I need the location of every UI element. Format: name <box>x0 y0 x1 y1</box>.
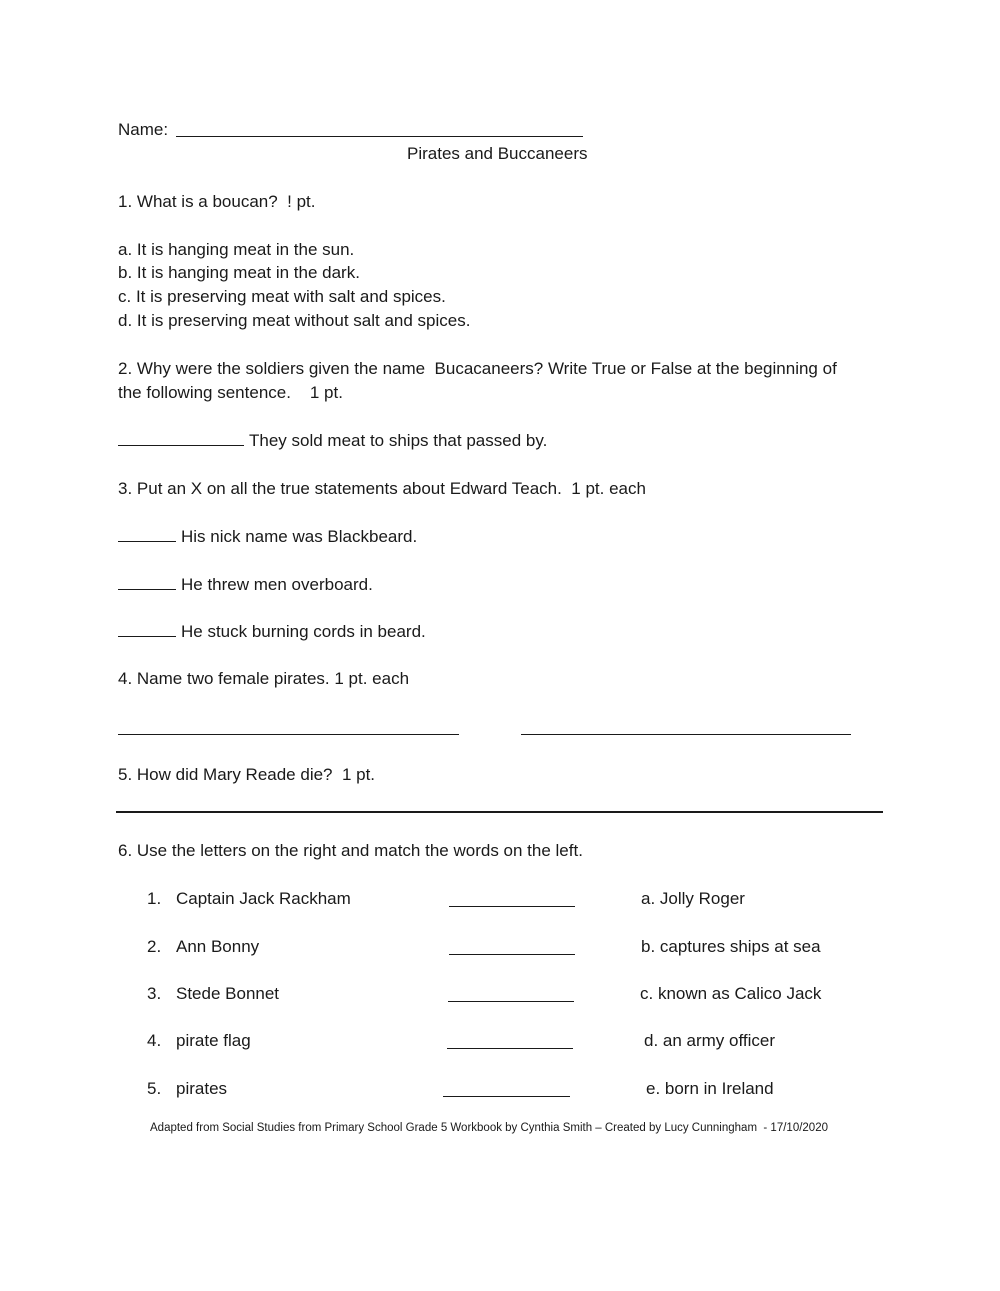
q6-left-item: Captain Jack Rackham <box>176 889 351 908</box>
q3-answer-blank[interactable] <box>118 620 176 637</box>
q6-right-item: e. born in Ireland <box>646 1079 774 1098</box>
q3-answer-blank[interactable] <box>118 573 176 590</box>
name-label: Name: <box>118 120 169 139</box>
q6-answer-blank[interactable] <box>443 1096 570 1097</box>
question-3: 3. Put an X on all the true statements about Edward Teach. 1 pt. each <box>118 479 646 498</box>
q6-right-item: b. captures ships at sea <box>641 937 821 956</box>
q3-statement: His nick name was Blackbeard. <box>181 527 418 546</box>
q6-left-number: 1. <box>147 889 162 908</box>
name-answer-line[interactable] <box>176 136 583 137</box>
q2-statement-row <box>118 429 547 452</box>
q4-answer-line-2[interactable] <box>521 734 851 735</box>
q6-left-number: 4. <box>147 1031 162 1050</box>
q6-left-number: 2. <box>147 937 162 956</box>
q6-left-item: Stede Bonnet <box>176 984 280 1003</box>
q1-option-c: c. It is preserving meat with salt and spices. <box>118 287 446 306</box>
q1-option-a: a. It is hanging meat in the sun. <box>118 240 355 259</box>
q3-statement-row <box>118 620 426 643</box>
q3-answer-blank[interactable] <box>118 525 176 542</box>
question-2-line-1: 2. Why were the soldiers given the name Bucacaneers? Write True or False at the beginning of <box>118 359 837 378</box>
q6-left-number: 3. <box>147 984 162 1003</box>
q6-answer-blank[interactable] <box>449 906 575 907</box>
question-4: 4. Name two female pirates. 1 pt. each <box>118 669 410 688</box>
q1-option-d: d. It is preserving meat without salt and spices. <box>118 311 471 330</box>
q6-right-item: c. known as Calico Jack <box>640 984 822 1003</box>
q2-statement: They sold meat to ships that passed by. <box>249 431 548 450</box>
page-title: Pirates and Buccaneers <box>407 144 588 163</box>
q6-left-item: Ann Bonny <box>176 937 260 956</box>
question-6: 6. Use the letters on the right and match the words on the left. <box>118 841 583 860</box>
q2-answer-blank[interactable] <box>118 429 244 446</box>
q3-statement-row <box>118 525 417 548</box>
q3-statement: He stuck burning cords in beard. <box>181 622 426 641</box>
q3-statement: He threw men overboard. <box>181 575 373 594</box>
q4-answer-line-1[interactable] <box>118 734 459 735</box>
q6-left-item: pirates <box>176 1079 228 1098</box>
q6-right-item: a. Jolly Roger <box>641 889 745 908</box>
q6-answer-blank[interactable] <box>449 954 575 955</box>
question-5: 5. How did Mary Reade die? 1 pt. <box>118 765 376 784</box>
q6-right-item: d. an army officer <box>644 1031 776 1050</box>
q1-option-b: b. It is hanging meat in the dark. <box>118 263 360 282</box>
question-2-line-2: the following sentence. 1 pt. <box>118 383 343 402</box>
question-1: 1. What is a boucan? ! pt. <box>118 192 316 211</box>
q6-answer-blank[interactable] <box>447 1048 573 1049</box>
q6-left-item: pirate flag <box>176 1031 251 1050</box>
q6-left-number: 5. <box>147 1079 162 1098</box>
q3-statement-row <box>118 573 373 596</box>
q6-answer-blank[interactable] <box>448 1001 574 1002</box>
footer-credit: Adapted from Social Studies from Primary School Grade 5 Workbook by Cynthia Smith – Created by Lucy Cunningham - 17/10/2020 <box>150 1122 828 1134</box>
q5-answer-line[interactable] <box>116 811 883 813</box>
